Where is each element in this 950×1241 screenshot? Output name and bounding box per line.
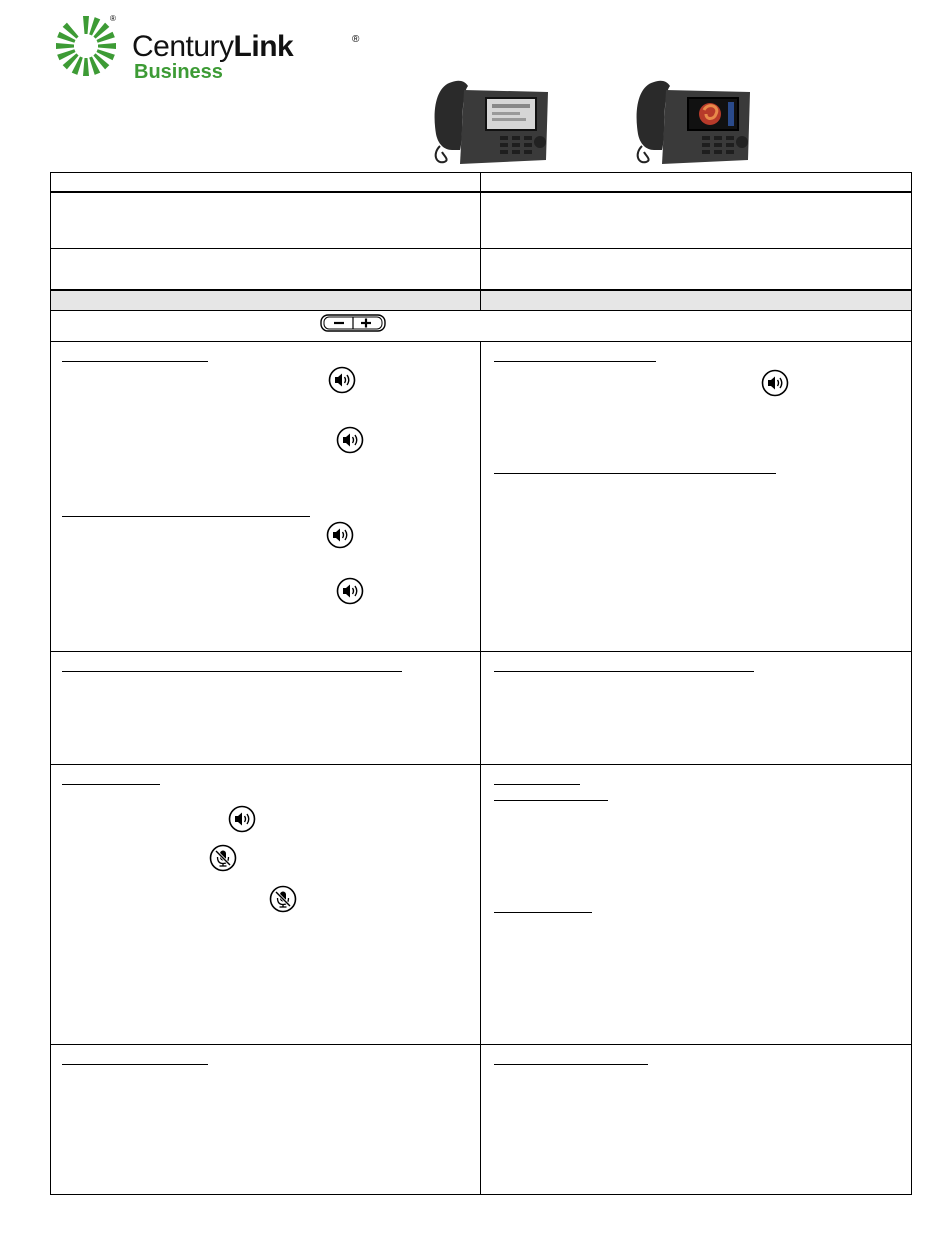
speaker-icon [336,426,364,454]
heading-underline [494,784,580,785]
heading-underline [62,361,208,362]
subheading-underline [494,912,592,913]
column-divider [480,341,481,1194]
registered-mark-2: ® [352,34,360,45]
phone-monochrome-icon [430,76,554,168]
subheading-underline [494,800,608,801]
row-divider [50,248,912,249]
table-left-border [50,172,51,1194]
heading-underline [62,1064,208,1065]
brand-name-light: Century [132,30,234,63]
column-divider [480,172,481,310]
row-divider [50,1044,912,1045]
mute-microphone-icon [209,844,237,872]
mute-microphone-icon [269,885,297,913]
heading-underline [494,671,754,672]
table-top-border [50,172,912,173]
row-divider [50,651,912,652]
row-divider [50,289,912,291]
heading-underline [494,1064,648,1065]
row-divider [50,764,912,765]
row-divider [50,191,912,193]
row-divider [50,310,912,311]
heading-underline [494,473,776,474]
brand-name-bold: Link [233,30,294,63]
speaker-icon [761,369,789,397]
speaker-icon [328,366,356,394]
row-divider [50,341,912,342]
speaker-icon [228,805,256,833]
phone-color-icon [632,76,756,168]
heading-underline [62,784,160,785]
table-bottom-border [50,1194,912,1195]
centurylink-burst-icon [54,14,118,78]
heading-underline [62,671,402,672]
brand-wordmark [132,32,293,62]
speaker-icon [336,577,364,605]
brand-division: Business [134,61,223,83]
heading-underline [494,361,656,362]
heading-underline [62,516,310,517]
shaded-header-row [50,290,912,311]
speaker-icon [326,521,354,549]
volume-minus-plus-icon [320,314,386,332]
registered-mark: ® [110,14,116,23]
centurylink-logo [54,14,374,83]
table-right-border [911,172,912,1194]
